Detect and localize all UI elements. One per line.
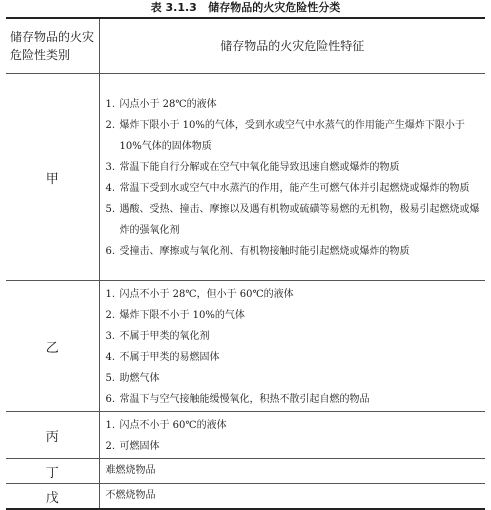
list-item: [106, 284, 481, 305]
item-text: 闪点不小于 28℃，但小于 60℃的液体: [119, 289, 294, 300]
item-text: 爆炸下限小于 10%的气体，受到水或空气中水蒸气的作用能产生爆炸下限小于 10%气体的固体物质: [119, 120, 465, 152]
item-text: 爆炸下限不小于 10%的气体: [119, 310, 245, 321]
item-text: 闪点不小于 60℃的液体: [119, 420, 227, 431]
list-item: [106, 368, 481, 389]
item-number: 2.: [105, 120, 116, 131]
characteristics-cell: [99, 74, 485, 281]
header-category-column: 储存物品的火灾危险性类别: [6, 18, 99, 74]
table-row-wu: [6, 484, 485, 510]
list-item: [106, 326, 481, 347]
list-item: [106, 157, 481, 178]
item-number: 6.: [105, 246, 116, 257]
list-item: [106, 241, 481, 262]
item-text: 受撞击、摩擦或与氧化剂、有机物接触时能引起燃烧或爆炸的物质: [119, 246, 410, 257]
item-number: 3.: [105, 331, 116, 342]
characteristics-cell: 不燃烧物品: [99, 484, 485, 510]
item-number: 1.: [105, 289, 116, 300]
item-number: 4.: [105, 352, 116, 363]
list-item: [106, 305, 481, 326]
table-row-yi: [6, 281, 485, 412]
item-text: 常温下能自行分解或在空气中氧化能导致迅速自燃或爆炸的物质: [119, 162, 400, 173]
item-text: 助燃气体: [119, 373, 160, 384]
item-number: 6.: [105, 394, 116, 405]
item-number: 2.: [105, 441, 116, 452]
list-item: [106, 436, 481, 457]
table-header-row: [6, 18, 485, 74]
table-row-bing: [6, 412, 485, 459]
characteristics-cell: 难燃烧物品: [99, 459, 485, 484]
list-item: [106, 94, 481, 115]
item-number: 5.: [105, 204, 116, 215]
category-cell: 戊: [6, 484, 99, 510]
item-number: 4.: [105, 183, 116, 194]
item-text: 可燃固体: [119, 441, 160, 452]
table-row-ding: [6, 459, 485, 484]
characteristics-cell: [99, 281, 485, 412]
list-item: [106, 199, 481, 241]
category-cell: 甲: [6, 74, 99, 281]
item-number: 2.: [105, 310, 116, 321]
item-number: 1.: [105, 99, 116, 110]
item-text: 不属于甲类的易燃固体: [119, 352, 220, 363]
item-text: 常温下受到水或空气中水蒸汽的作用，能产生可燃气体并引起燃烧或爆炸的物质: [119, 183, 470, 194]
list-item: [106, 415, 481, 436]
fire-hazard-classification-table: [6, 17, 485, 510]
list-item: [106, 389, 481, 410]
item-number: 1.: [105, 420, 116, 431]
table-caption: 表 3.1.3 储存物品的火灾危险性分类: [150, 1, 341, 14]
table-row-jia: [6, 74, 485, 281]
header-characteristics-column: 储存物品的火灾危险性特征: [99, 18, 485, 74]
category-cell: 丙: [6, 412, 99, 459]
category-cell: 乙: [6, 281, 99, 412]
category-cell: 丁: [6, 459, 99, 484]
list-item: [106, 178, 481, 199]
item-text: 闪点小于 28℃的液体: [119, 99, 217, 110]
item-text: 常温下与空气接触能缓慢氧化，积热不散引起自燃的物品: [119, 394, 370, 405]
item-text: 不属于甲类的氧化剂: [119, 331, 210, 342]
item-text: 遇酸、受热、撞击、摩擦以及遇有机物或硫磺等易燃的无机物，极易引起燃烧或爆炸的强氧化剂: [119, 204, 480, 236]
item-number: 5.: [105, 373, 116, 384]
list-item: [106, 347, 481, 368]
characteristics-cell: [99, 412, 485, 459]
list-item: [106, 115, 481, 157]
item-number: 3.: [105, 162, 116, 173]
